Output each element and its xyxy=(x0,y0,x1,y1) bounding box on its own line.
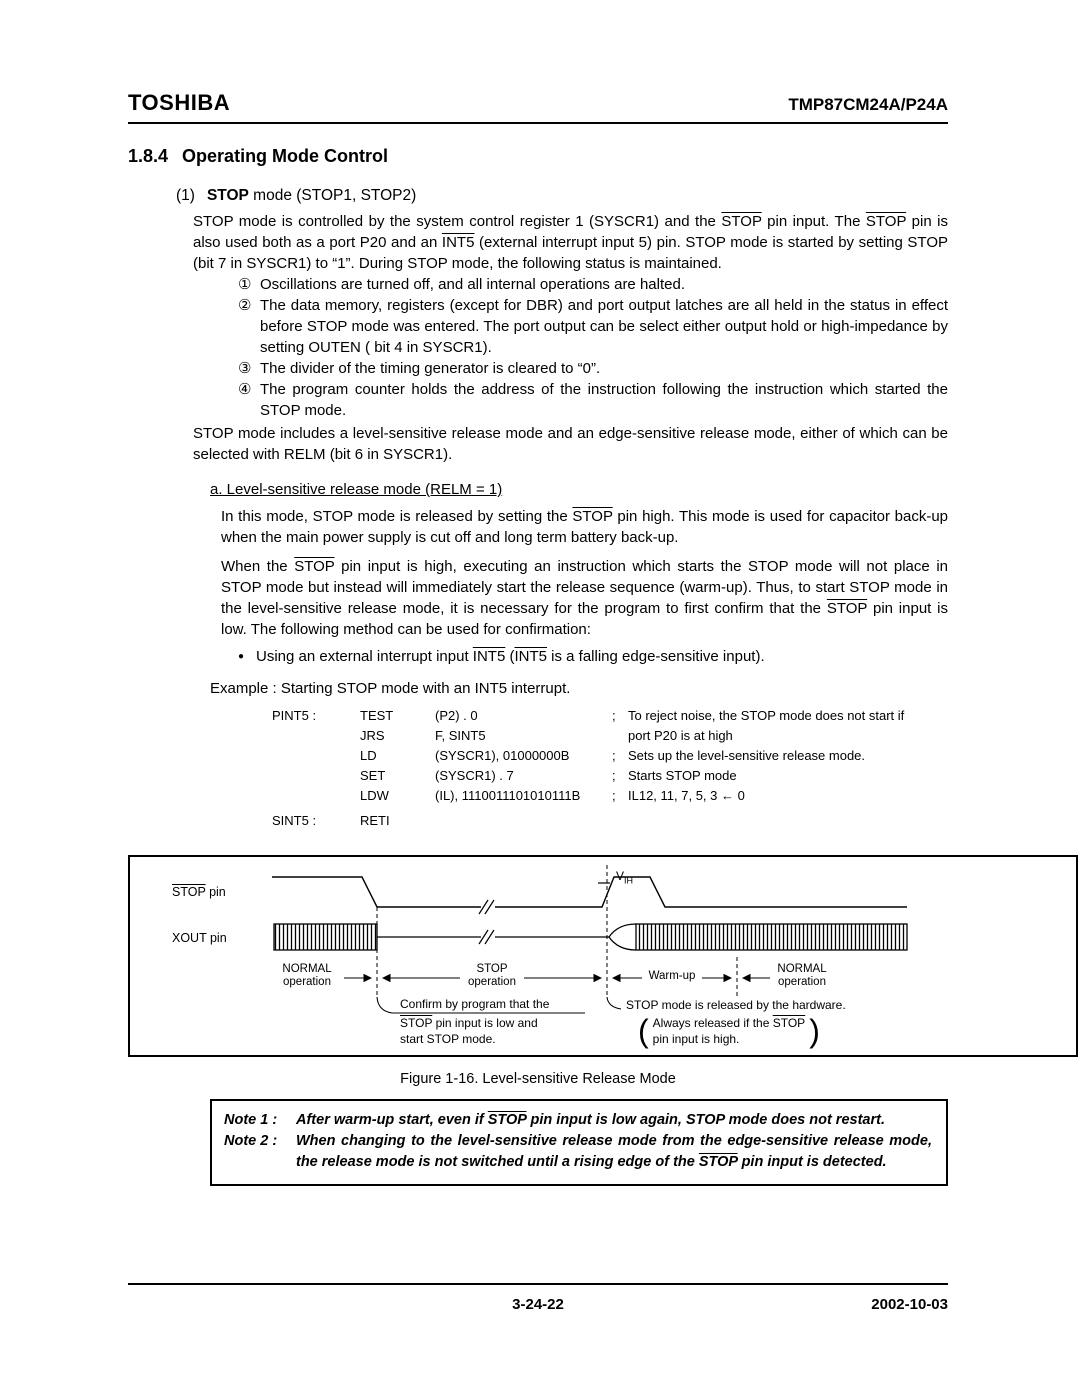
vih-base: V xyxy=(616,869,625,883)
region-label-line: STOP xyxy=(476,963,508,975)
item-number: ③ xyxy=(238,360,252,377)
code-sep: ; xyxy=(612,748,616,763)
vih-label xyxy=(616,869,633,885)
code-operand: (SYSCR1) . 7 xyxy=(435,768,514,783)
note-label: Note 2 : xyxy=(224,1133,278,1149)
note-label: Note 1 : xyxy=(224,1112,278,1128)
code-label xyxy=(272,726,360,746)
annotation-line: STOP mode is released by the hardware. xyxy=(626,998,846,1012)
region-normal-left xyxy=(267,963,347,989)
heading-rest: mode (STOP1, STOP2) xyxy=(248,187,417,204)
code-comment: Starts STOP mode xyxy=(628,768,737,783)
code-sep xyxy=(612,811,628,831)
brand-logo: TOSHIBA xyxy=(128,90,231,115)
code-comment xyxy=(628,811,948,831)
region-normal-right xyxy=(762,963,842,989)
annotation-line: STOP pin input is low and xyxy=(400,1016,538,1030)
section-number: 1.8.4 xyxy=(128,146,169,166)
code-operand: (P2) . 0 xyxy=(435,708,478,723)
item-number: ② xyxy=(238,297,252,314)
stop-pin-waveform xyxy=(272,877,907,907)
item-text: The divider of the timing generator is cleared to “0”. xyxy=(260,360,601,377)
code-label: SINT5 : xyxy=(272,813,317,828)
region-stop-operation xyxy=(452,963,532,989)
note-text: When changing to the level-sensitive release mode from the edge-sensitive release mode, the release mode is not switched until a rising edge of the STOP pin input is detected. xyxy=(296,1133,932,1170)
code-sep xyxy=(612,726,628,746)
closing-paragraph: STOP mode includes a level-sensitive release mode and an edge-sensitive release mode, either of which can be selected with RELM (bit 6 in SYSCR1). xyxy=(193,425,948,463)
list-item xyxy=(238,358,948,379)
item-text: Oscillations are turned off, and all internal operations are halted. xyxy=(260,276,685,293)
code-op: SET xyxy=(360,768,386,783)
paren-text xyxy=(649,1015,810,1047)
figure-caption: Figure 1-16. Level-sensitive Release Mode xyxy=(400,1071,676,1087)
region-label-line: operation xyxy=(778,976,826,988)
item-number: ① xyxy=(238,276,252,293)
code-listing xyxy=(272,706,948,831)
heading-prefix: (1) xyxy=(176,187,195,204)
note-text: After warm-up start, even if STOP pin input is low again, STOP mode does not restart. xyxy=(296,1112,885,1128)
heading-stop: STOP xyxy=(206,187,249,204)
bullet-text: Using an external interrupt input INT5 (INT5 is a falling edge-sensitive input). xyxy=(256,648,765,665)
xout-oscillation-left xyxy=(274,924,377,950)
page-number: 3-24-22 xyxy=(512,1296,564,1313)
code-op: RETI xyxy=(360,813,390,828)
region-label-line: operation xyxy=(468,976,516,988)
code-row xyxy=(272,766,948,786)
stop-mode-heading xyxy=(176,187,948,205)
code-op: TEST xyxy=(360,708,394,723)
break-mark-stop xyxy=(479,900,494,914)
annotation-confirm xyxy=(400,996,549,1047)
code-label: PINT5 : xyxy=(272,708,317,723)
code-sep: ; xyxy=(612,708,616,723)
code-label xyxy=(272,746,360,766)
code-comment: To reject noise, the STOP mode does not start if xyxy=(628,708,905,723)
code-operand: F, SINT5 xyxy=(435,728,486,743)
item-number: ④ xyxy=(238,381,252,398)
list-item xyxy=(238,295,948,358)
level-mode-heading: a. Level-sensitive release mode (RELM = 1) xyxy=(210,481,503,498)
section-name: Operating Mode Control xyxy=(182,146,389,166)
oscillation-start-lens xyxy=(609,924,636,950)
note-item xyxy=(224,1110,932,1131)
code-row xyxy=(272,786,948,806)
code-operand: (IL), 1110011101010111B xyxy=(435,788,581,803)
status-list xyxy=(238,274,948,421)
code-operand xyxy=(435,811,612,831)
xout-pin-label: XOUT pin xyxy=(172,931,227,945)
stop-pin-label: STOP pin xyxy=(172,885,226,899)
bullet-item xyxy=(238,646,948,667)
intro-paragraph: STOP mode is controlled by the system control register 1 (SYSCR1) and the STOP pin input. The STOP pin is also used both as a port P20 and an INT5 (external interrupt input 5) pin. STOP mode is started by setting STOP (bit 7 in SYSCR1) to “1”. During STOP mode, the following status is maintained. xyxy=(193,213,949,272)
open-paren: ( xyxy=(638,1013,649,1049)
region-label-line: NORMAL xyxy=(777,963,827,975)
item-text: The data memory, registers (except for DBR) and port output latches are all held in the status in effect before STOP mode was entered. The port output can be select either output hold or high-impedance by setting OUTEN ( bit 4 in SYSCR1). xyxy=(260,297,948,356)
annotation-release xyxy=(626,997,846,1013)
code-comment: IL12, 11, 7, 5, 3 ← 0 xyxy=(628,788,745,803)
note-item xyxy=(224,1131,932,1173)
code-op: LDW xyxy=(360,788,389,803)
code-label xyxy=(272,766,360,786)
annotation-line: pin input is high. xyxy=(652,1032,740,1046)
annotation-line: start STOP mode. xyxy=(400,1032,496,1046)
vih-sub: IH xyxy=(624,875,634,886)
code-label xyxy=(272,786,360,806)
code-sep: ; xyxy=(612,768,616,783)
level-mode-para2: When the STOP pin input is high, executing an instruction which starts the STOP mode will not place in STOP mode but instead will immediately start the release sequence (warm-up). Thus, to start STOP mode in the level-sensitive release mode, it is necessary for the program to first confirm that the STOP pin input is low. The following method can be used for confirmation: xyxy=(221,558,948,638)
notes-box xyxy=(210,1099,948,1186)
leader-annotation-2 xyxy=(607,997,621,1009)
code-sep: ; xyxy=(612,788,616,803)
timing-diagram xyxy=(128,855,1078,1057)
example-line: Example : Starting STOP mode with an INT5 interrupt. xyxy=(210,680,571,697)
code-op: JRS xyxy=(360,728,385,743)
page-header xyxy=(128,90,948,116)
annotation-release-parenthetical xyxy=(638,1013,820,1049)
list-item xyxy=(238,379,948,421)
region-label-line: operation xyxy=(283,976,331,988)
waveform-svg xyxy=(130,857,1080,1059)
revision-date: 2002-10-03 xyxy=(871,1296,948,1313)
code-row xyxy=(272,811,948,831)
region-label-line: NORMAL xyxy=(282,963,332,975)
code-row xyxy=(272,706,948,726)
level-mode-para1: In this mode, STOP mode is released by setting the STOP pin high. This mode is used for capacitor back-up when the main power supply is cut off and long term battery back-up. xyxy=(221,508,949,546)
code-row xyxy=(272,726,948,746)
list-item xyxy=(238,274,948,295)
annotation-line: Always released if the STOP xyxy=(652,1016,806,1030)
section-title xyxy=(128,146,948,167)
code-comment: Sets up the level-sensitive release mode. xyxy=(628,748,866,763)
code-row xyxy=(272,746,948,766)
page-footer xyxy=(128,1283,948,1313)
header-rule xyxy=(128,122,948,124)
xout-oscillation-right xyxy=(636,924,907,950)
part-number: TMP87CM24A/P24A xyxy=(788,95,948,114)
code-operand: (SYSCR1), 01000000B xyxy=(435,748,570,763)
annotation-line: Confirm by program that the xyxy=(400,997,550,1011)
item-text: The program counter holds the address of the instruction following the instruction which started the STOP mode. xyxy=(260,381,948,419)
break-mark-xout xyxy=(479,930,494,944)
region-warmup xyxy=(632,970,712,983)
bullet-icon: ● xyxy=(238,651,245,662)
close-paren: ) xyxy=(809,1013,820,1049)
region-label-line: Warm-up xyxy=(648,970,696,982)
code-comment: port P20 is at high xyxy=(628,728,733,743)
code-op: LD xyxy=(360,748,377,763)
